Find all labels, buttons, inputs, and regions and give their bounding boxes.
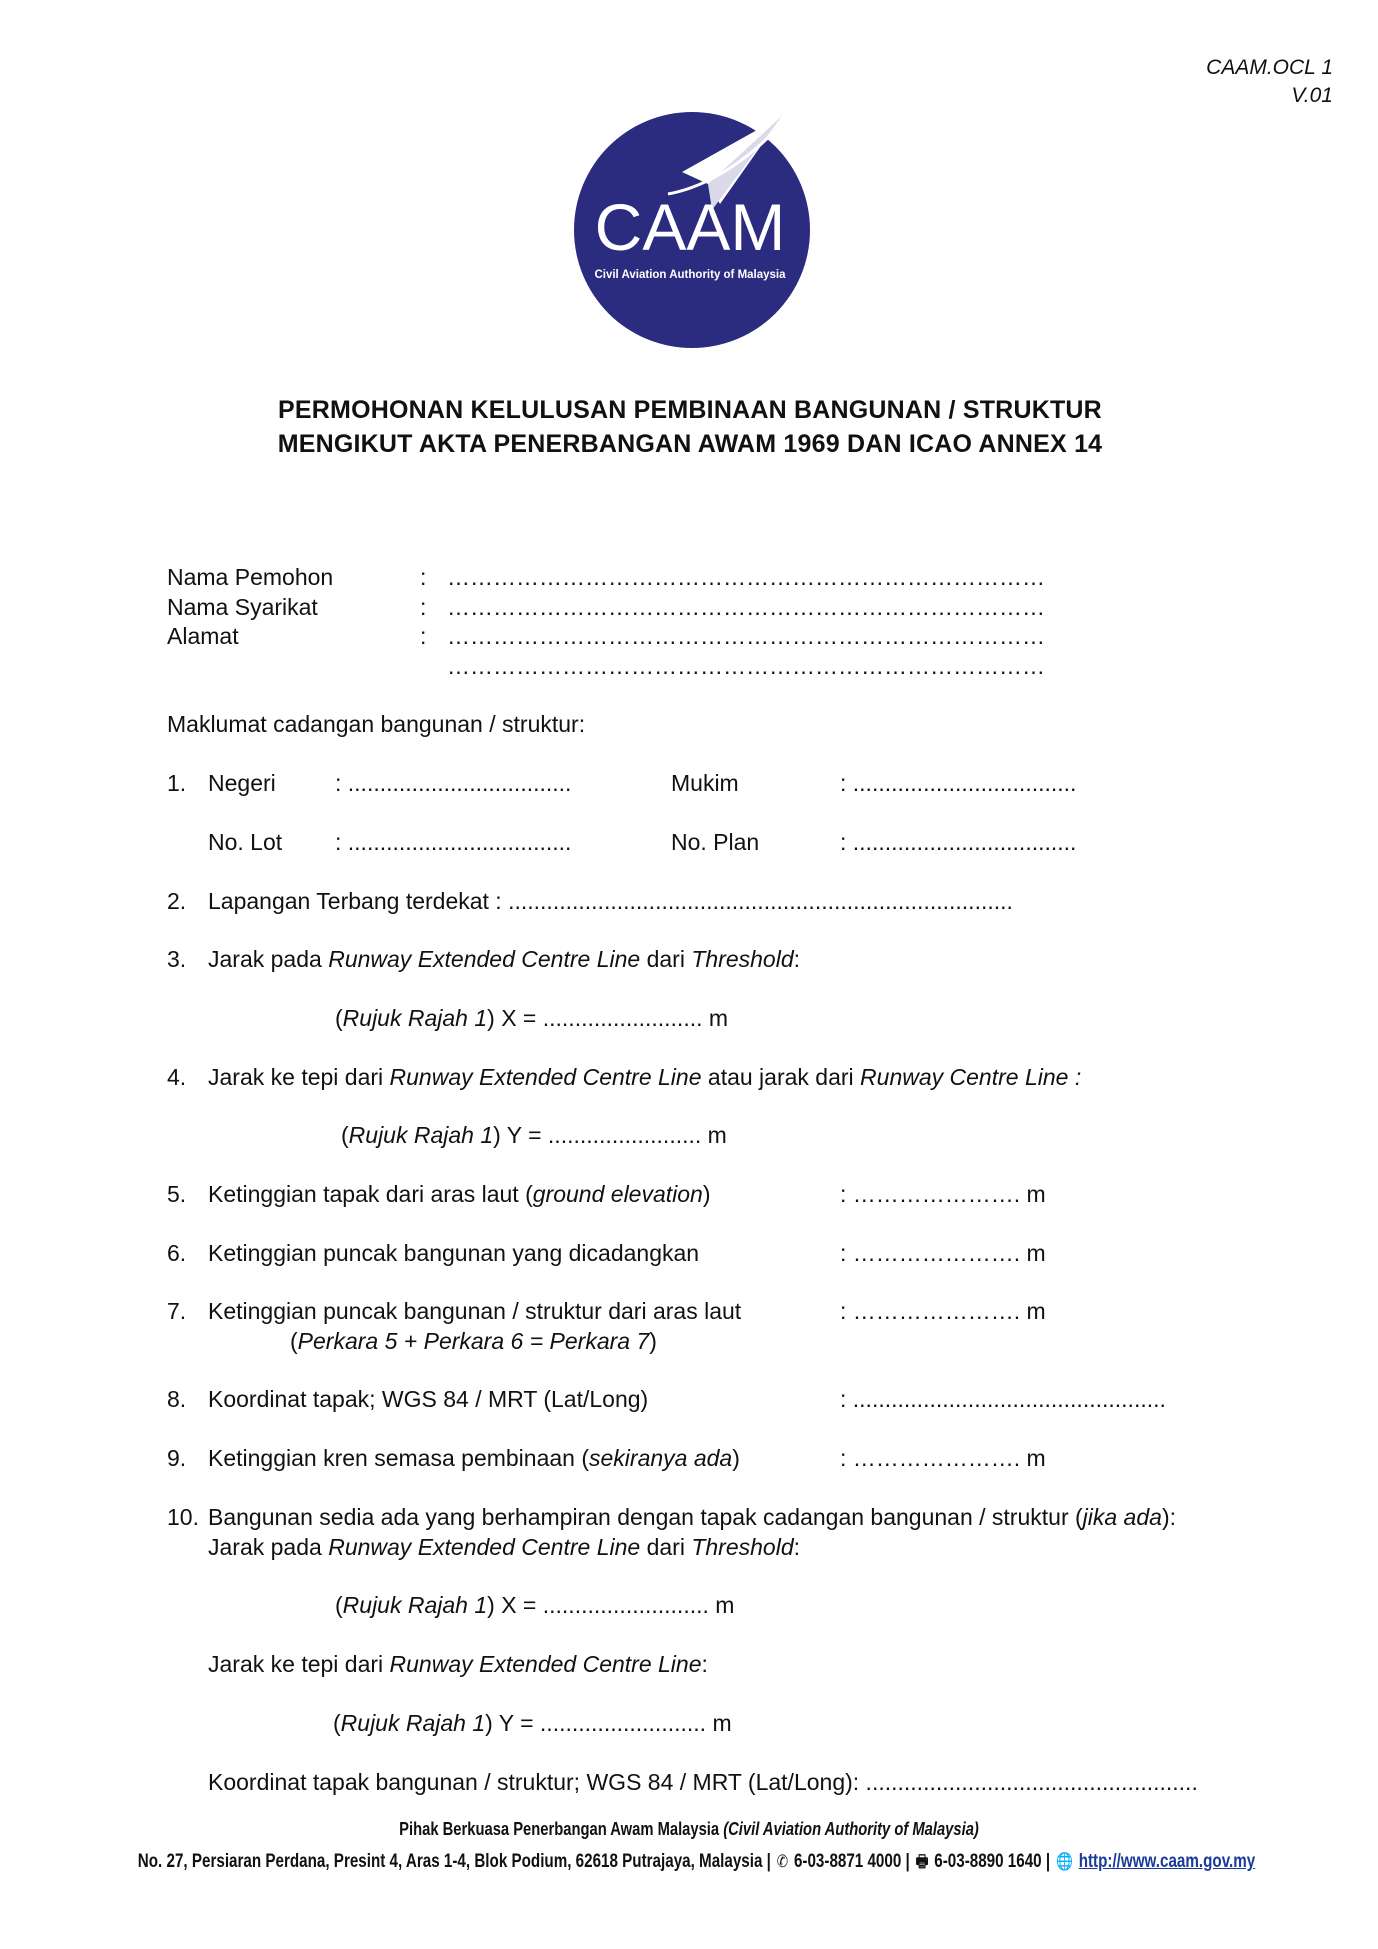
- plan-label: No. Plan: [671, 829, 760, 855]
- item6-text: Ketinggian puncak bangunan yang dicadangkan: [208, 1240, 700, 1266]
- address-field-line1[interactable]: ……………………………………………………………………: [447, 623, 1045, 649]
- footer-contact: No. 27, Persiaran Perdana, Presint 4, Aras 1-4, Blok Podium, 62618 Putrajaya, Malaysia | ✆ 6-03-8871 4000 | 🖶 6-03-8890 1640 | 🌐 http://www.caam.gov.my: [138, 1849, 1240, 1878]
- section-intro: Maklumat cadangan bangunan / struktur:: [167, 711, 586, 737]
- caam-logo: [572, 110, 812, 350]
- item8-text: Koordinat tapak; WGS 84 / MRT (Lat/Long): [208, 1386, 649, 1412]
- company-name-label: Nama Syarikat: [167, 594, 318, 620]
- item10-text: Bangunan sedia ada yang berhampiran dengan tapak cadangan bangunan / struktur (jika ada):: [208, 1504, 1176, 1530]
- address-label: Alamat: [167, 623, 239, 649]
- item-number: 3.: [167, 946, 187, 972]
- item-number: 7.: [167, 1298, 187, 1324]
- item3-text: Jarak pada Runway Extended Centre Line dari Threshold:: [208, 946, 800, 972]
- lot-label: No. Lot: [208, 829, 283, 855]
- total-height-field[interactable]: : …………………. m: [840, 1298, 1046, 1324]
- document-version: V.01: [1291, 84, 1333, 107]
- existing-distance-x-field[interactable]: (Rujuk Rajah 1) X = .......................... m: [335, 1592, 735, 1618]
- footer-authority: Pihak Berkuasa Penerbangan Awam Malaysia (Civil Aviation Authority of Malaysia): [399, 1819, 979, 1839]
- mukim-label: Mukim: [671, 770, 739, 796]
- item-number: 9.: [167, 1445, 187, 1471]
- footer-phone: 6-03-8871 4000: [793, 1851, 902, 1872]
- fax-icon: 🖶: [915, 1852, 929, 1871]
- negeri-label: Negeri: [208, 770, 276, 796]
- item-number: 8.: [167, 1386, 187, 1412]
- item4-text: Jarak ke tepi dari Runway Extended Centre Line atau jarak dari Runway Centre Line :: [208, 1064, 1082, 1090]
- colon: :: [420, 623, 427, 649]
- ground-elevation-field[interactable]: : …………………. m: [840, 1181, 1046, 1207]
- item-number: 4.: [167, 1064, 187, 1090]
- logo-wordmark: CAAM: [594, 190, 786, 264]
- globe-icon: 🌐: [1055, 1852, 1073, 1871]
- applicant-name-label: Nama Pemohon: [167, 564, 334, 590]
- item-number: 5.: [167, 1181, 187, 1207]
- phone-icon: ✆: [776, 1852, 789, 1871]
- form-title-line1: PERMOHONAN KELULUSAN PEMBINAAN BANGUNAN / STRUKTUR: [278, 396, 1102, 424]
- item-number: 10.: [167, 1504, 199, 1530]
- item10-line4: Jarak ke tepi dari Runway Extended Centre Line:: [208, 1651, 708, 1677]
- colon: :: [420, 594, 427, 620]
- site-coordinate-field[interactable]: : .................................................: [840, 1386, 1166, 1412]
- distance-y-field[interactable]: (Rujuk Rajah 1) Y = ........................ m: [341, 1122, 727, 1148]
- crane-height-field[interactable]: : …………………. m: [840, 1445, 1046, 1471]
- item10-line2: Jarak pada Runway Extended Centre Line dari Threshold:: [208, 1534, 800, 1560]
- building-height-field[interactable]: : …………………. m: [840, 1240, 1046, 1266]
- footer-fax: 6-03-8890 1640: [934, 1851, 1042, 1872]
- lot-field[interactable]: : ...................................: [335, 829, 572, 855]
- negeri-field[interactable]: : ...................................: [335, 770, 572, 796]
- item5-text: Ketinggian tapak dari aras laut (ground elevation): [208, 1181, 711, 1207]
- colon: :: [420, 564, 427, 590]
- distance-x-field[interactable]: (Rujuk Rajah 1) X = ......................... m: [335, 1005, 729, 1031]
- form-title-line2: MENGIKUT AKTA PENERBANGAN AWAM 1969 DAN ICAO ANNEX 14: [277, 430, 1103, 458]
- plan-field[interactable]: : ...................................: [840, 829, 1077, 855]
- item-number: 6.: [167, 1240, 187, 1266]
- company-name-field[interactable]: ……………………………………………………………………: [447, 594, 1045, 620]
- nearest-airport-field[interactable]: Lapangan Terbang terdekat : ...............................................................................: [208, 888, 1013, 914]
- document-code: CAAM.OCL 1: [1206, 56, 1333, 79]
- item-number: 1.: [167, 770, 187, 796]
- applicant-name-field[interactable]: ……………………………………………………………………: [447, 564, 1045, 590]
- existing-coordinate-field[interactable]: Koordinat tapak bangunan / struktur; WGS 84 / MRT (Lat/Long): ....................................................: [208, 1769, 1198, 1795]
- mukim-field[interactable]: : ...................................: [840, 770, 1077, 796]
- item-number: 2.: [167, 888, 187, 914]
- existing-distance-y-field[interactable]: (Rujuk Rajah 1) Y = .......................... m: [333, 1710, 732, 1736]
- footer-address: No. 27, Persiaran Perdana, Presint 4, Aras 1-4, Blok Podium, 62618 Putrajaya, Malaysia: [137, 1851, 763, 1872]
- logo-subtitle: Civil Aviation Authority of Malaysia: [594, 269, 786, 281]
- item9-text: Ketinggian kren semasa pembinaan (sekiranya ada): [208, 1445, 740, 1471]
- footer-website-link[interactable]: http://www.caam.gov.my: [1078, 1851, 1256, 1872]
- item7-text: Ketinggian puncak bangunan / struktur dari aras laut: [208, 1298, 742, 1324]
- item7-formula: (Perkara 5 + Perkara 6 = Perkara 7): [290, 1328, 657, 1354]
- address-field-line2[interactable]: ……………………………………………………………………: [447, 653, 1045, 679]
